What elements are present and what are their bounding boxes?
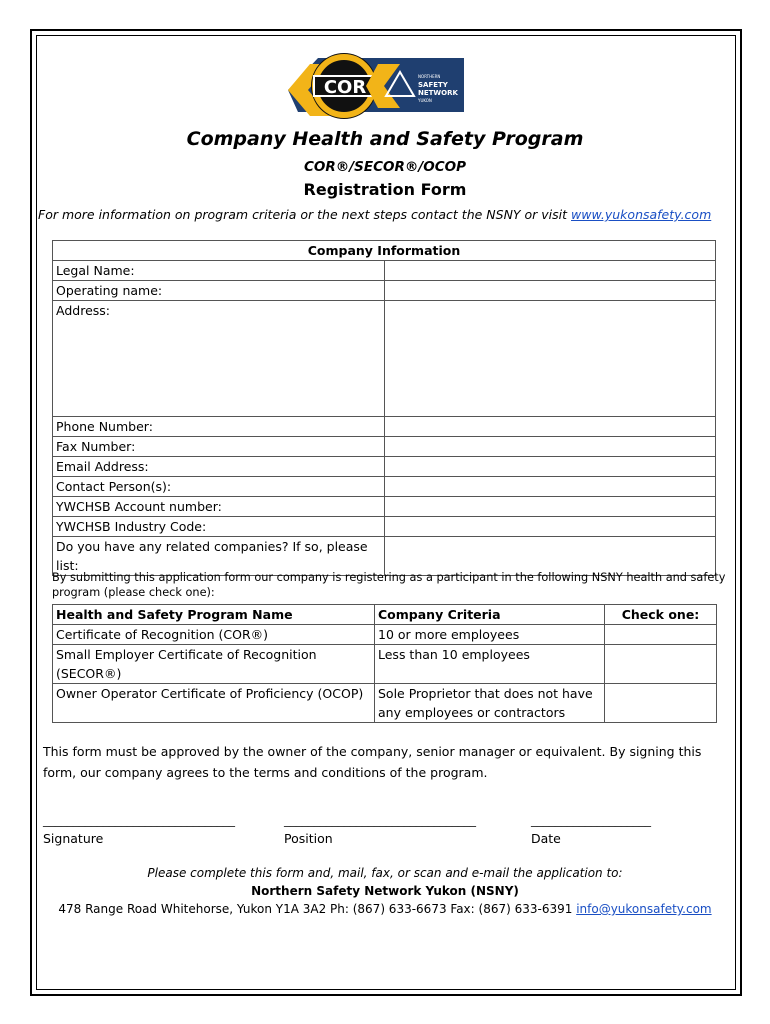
program-criteria: Sole Proprietor that does not have any employees or contractors	[375, 684, 605, 723]
program-table	[52, 604, 717, 723]
legal-name-field[interactable]	[384, 261, 716, 281]
info-line	[38, 207, 738, 222]
check-secor[interactable]	[605, 645, 717, 684]
table-row	[53, 281, 716, 301]
table-row	[53, 457, 716, 477]
column-header-program: Health and Safety Program Name	[53, 605, 375, 625]
field-label: Operating name:	[53, 281, 385, 301]
table-row	[53, 684, 717, 723]
signature-line[interactable]: ________________________________	[43, 813, 235, 827]
phone-field[interactable]	[384, 417, 716, 437]
date-label: Date	[531, 831, 561, 846]
account-number-field[interactable]	[384, 497, 716, 517]
field-label: Legal Name:	[53, 261, 385, 281]
table-row	[53, 437, 716, 457]
table-row	[53, 517, 716, 537]
table-row	[53, 261, 716, 281]
column-header-check: Check one:	[605, 605, 717, 625]
email-link[interactable]: info@yukonsafety.com	[576, 902, 712, 916]
approval-statement: This form must be approved by the owner of the company, senior manager or equivalent. By signing this form, our company agrees to the terms and conditions of the program.	[43, 744, 702, 780]
footer-instruction: Please complete this form and, mail, fax, or scan and e-mail the application to:	[147, 866, 623, 880]
program-name: Certificate of Recognition (COR®)	[53, 625, 375, 645]
field-label: Contact Person(s):	[53, 477, 385, 497]
page-title: Company Health and Safety Program	[186, 128, 584, 150]
date-line[interactable]: ____________________	[531, 813, 651, 827]
field-label: YWCHSB Industry Code:	[53, 517, 385, 537]
address-field[interactable]	[384, 301, 716, 417]
company-info-table	[52, 240, 716, 576]
program-name: Small Employer Certificate of Recognition (SECOR®)	[53, 645, 375, 684]
email-field[interactable]	[384, 457, 716, 477]
fax-field[interactable]	[384, 437, 716, 457]
table-row	[53, 417, 716, 437]
table-row	[53, 497, 716, 517]
field-label: Do you have any related companies? If so, please list:	[53, 537, 385, 576]
svg-text:NETWORK: NETWORK	[418, 89, 458, 97]
industry-code-field[interactable]	[384, 517, 716, 537]
table-row	[53, 645, 717, 684]
table-header-row	[53, 605, 717, 625]
check-ocop[interactable]	[605, 684, 717, 723]
field-label: YWCHSB Account number:	[53, 497, 385, 517]
position-line[interactable]: ________________________________	[284, 813, 476, 827]
table-row	[53, 477, 716, 497]
table-row	[53, 625, 717, 645]
svg-text:SAFETY: SAFETY	[418, 81, 448, 89]
cor-nsny-logo	[288, 50, 464, 122]
operating-name-field[interactable]	[384, 281, 716, 301]
footer-contact	[0, 902, 770, 916]
field-label: Phone Number:	[53, 417, 385, 437]
svg-text:YUKON: YUKON	[418, 98, 432, 103]
footer-org: Northern Safety Network Yukon (NSNY)	[251, 884, 519, 898]
info-text: For more information on program criteria or the next steps contact the NSNY or visit	[38, 207, 572, 222]
form-title: Registration Form	[303, 180, 467, 199]
program-criteria: Less than 10 employees	[375, 645, 605, 684]
program-subtitle: COR®/SECOR®/OCOP	[303, 159, 467, 175]
signature-label: Signature	[43, 831, 104, 846]
contact-person-field[interactable]	[384, 477, 716, 497]
program-name: Owner Operator Certificate of Proficiency (OCOP)	[53, 684, 375, 723]
field-label: Address:	[53, 301, 385, 417]
submission-note: By submitting this application form our company is registering as a participant in the following NSNY health and safety program (please check one):	[52, 571, 726, 599]
program-criteria: 10 or more employees	[375, 625, 605, 645]
company-info-heading: Company Information	[53, 241, 716, 261]
footer-address: 478 Range Road Whitehorse, Yukon Y1A 3A2 Ph: (867) 633-6673 Fax: (867) 633-6391	[58, 902, 577, 916]
position-label: Position	[284, 831, 333, 846]
svg-text:NORTHERN: NORTHERN	[418, 74, 441, 79]
logo-cor-text: COR	[323, 77, 367, 98]
check-cor[interactable]	[605, 625, 717, 645]
website-link[interactable]: www.yukonsafety.com	[571, 207, 712, 222]
table-row	[53, 301, 716, 417]
field-label: Email Address:	[53, 457, 385, 477]
field-label: Fax Number:	[53, 437, 385, 457]
column-header-criteria: Company Criteria	[375, 605, 605, 625]
